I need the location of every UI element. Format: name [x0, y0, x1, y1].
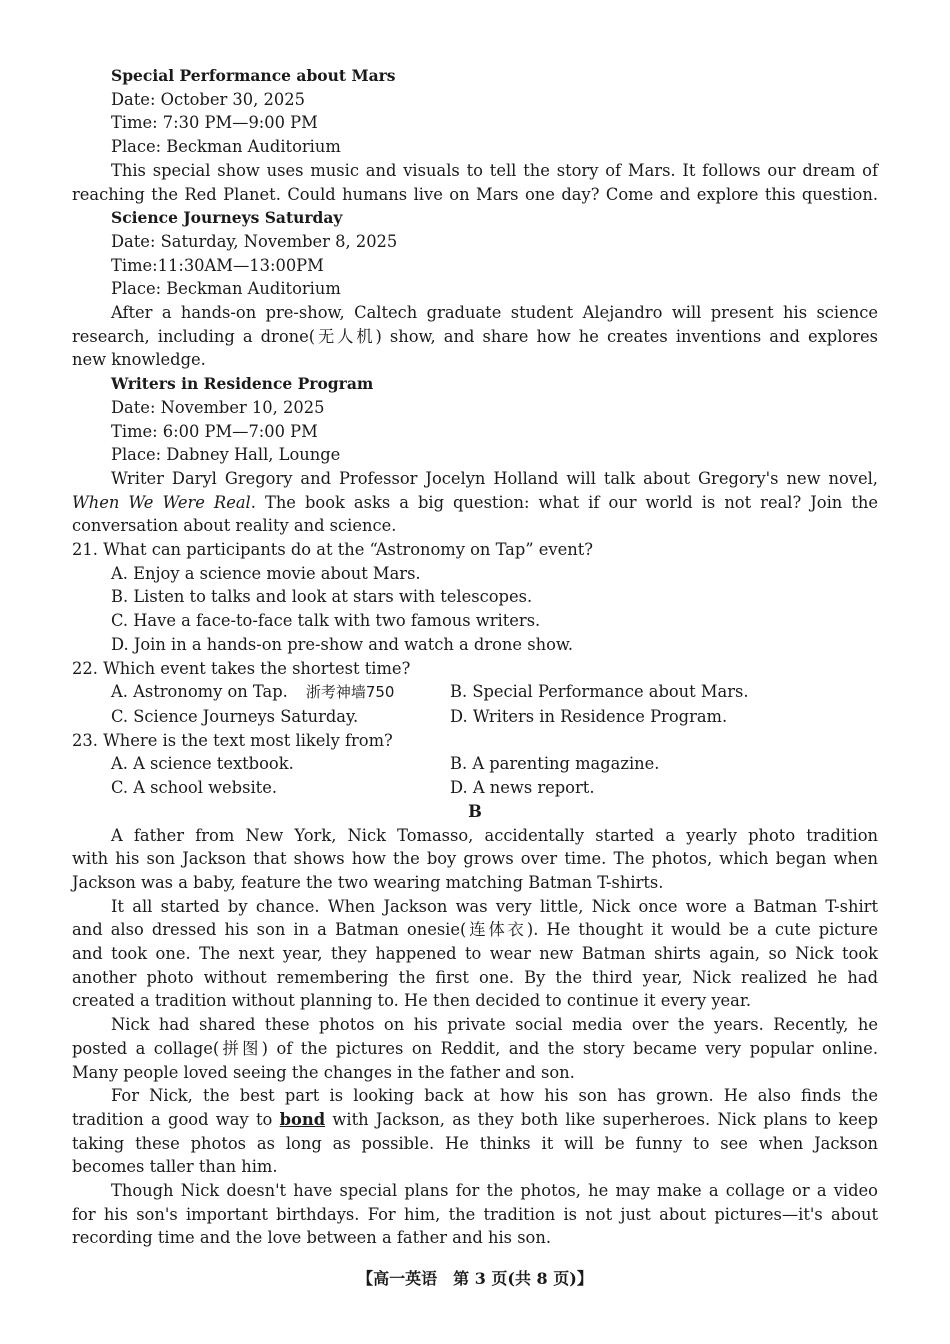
paragraph-line: another photo without remembering the first one. By the third year, Nick realized he had [72, 967, 878, 987]
book-title: When We Were Real [72, 492, 251, 512]
paragraph-line: Many people loved seeing the changes in the father and son. [72, 1062, 575, 1082]
answer-option: A. A science textbook. [111, 754, 294, 774]
question-stem: 23. Where is the text most likely from? [72, 730, 393, 750]
answer-option: C. Have a face-to-face talk with two famous writers. [111, 611, 541, 631]
event-place: Place: Beckman Auditorium [111, 279, 341, 299]
paragraph-line: Nick had shared these photos on his private social media over the years. Recently, he [111, 1015, 878, 1035]
event-description: new knowledge. [72, 350, 206, 370]
document-page [72, 64, 878, 1250]
underlined-word: bond [279, 1109, 326, 1129]
event-date: Date: October 30, 2025 [111, 89, 305, 109]
paragraph-line: created a tradition without planning to. He then decided to continue it every year. [72, 991, 752, 1011]
paragraph-line: for his son's important birthdays. For him, the tradition is not just about pictures—it's about [72, 1204, 878, 1224]
answer-option: D. Join in a hands-on pre-show and watch a drone show. [111, 634, 574, 654]
answer-option: C. Science Journeys Saturday. [111, 706, 359, 726]
question-stem: 21. What can participants do at the “Astronomy on Tap” event? [72, 540, 594, 560]
event-title: Special Performance about Mars [111, 66, 396, 85]
answer-option: B. Listen to talks and look at stars with telescopes. [111, 587, 533, 607]
paragraph-line: and also dressed his son in a Batman onesie(连体衣). He thought it would be a cute picture [72, 920, 878, 940]
event-description: Writer Daryl Gregory and Professor Jocelyn Holland will talk about Gregory's new novel, [111, 468, 878, 488]
paragraph-line: A father from New York, Nick Tomasso, accidentally started a yearly photo tradition [111, 825, 878, 845]
event-time: Time:11:30AM—13:00PM [111, 255, 324, 275]
event-description: This special show uses music and visuals to tell the story of Mars. It follows our dream of [111, 160, 878, 180]
event-title: Writers in Residence Program [111, 374, 374, 394]
paragraph-line: taking these photos as long as possible. He thinks it will be funny to see when Jackson [72, 1133, 878, 1153]
watermark: 浙考神墙750 [305, 683, 395, 702]
paragraph-line: It all started by chance. When Jackson was very little, Nick once wore a Batman T-shirt [111, 896, 878, 916]
paragraph-line: tradition a good way to bond with Jackson, as they both like superheroes. Nick plans to keep [72, 1109, 878, 1129]
paragraph-line: Jackson was a baby, feature the two wearing matching Batman T-shirts. [72, 872, 664, 892]
answer-option: C. A school website. [111, 778, 278, 798]
paragraph-line: and took one. The next year, they happened to wear new Batman shirts again, so Nick took [72, 944, 878, 964]
option-row [72, 752, 878, 776]
event-time: Time: 7:30 PM—9:00 PM [111, 113, 318, 133]
event-place: Place: Dabney Hall, Lounge [111, 445, 341, 465]
event-place: Place: Beckman Auditorium [111, 137, 341, 157]
answer-option: D. Writers in Residence Program. [450, 706, 728, 726]
event-description: reaching the Red Planet. Could humans live on Mars one day? Come and explore this question. [72, 184, 878, 204]
paragraph-line: For Nick, the best part is looking back at how his son has grown. He also finds the [111, 1086, 878, 1106]
event-description: research, including a drone(无人机) show, and share how he creates inventions and explores [72, 326, 878, 346]
answer-option: A. Enjoy a science movie about Mars. [111, 563, 421, 583]
option-row [72, 705, 878, 729]
section-heading: B [468, 801, 482, 821]
answer-option: D. A news report. [450, 778, 595, 798]
option-row [72, 776, 878, 800]
option-row [72, 680, 878, 705]
answer-option: B. A parenting magazine. [450, 754, 660, 774]
paragraph-line: becomes taller than him. [72, 1157, 278, 1177]
event-date: Date: Saturday, November 8, 2025 [111, 231, 398, 251]
event-description: After a hands-on pre-show, Caltech graduate student Alejandro will present his science [111, 303, 878, 323]
paragraph-line: recording time and the love between a father and his son. [72, 1228, 552, 1248]
event-date: Date: November 10, 2025 [111, 397, 325, 417]
event-time: Time: 6:00 PM—7:00 PM [111, 421, 318, 441]
paragraph-line: Though Nick doesn't have special plans for the photos, he may make a collage or a video [111, 1181, 878, 1201]
paragraph-line: posted a collage(拼图) of the pictures on Reddit, and the story became very popular online. [72, 1038, 878, 1058]
event-description: When We Were Real. The book asks a big question: what if our world is not real? Join the [72, 492, 878, 512]
answer-option: A. Astronomy on Tap. [111, 682, 288, 702]
question-stem: 22. Which event takes the shortest time? [72, 658, 411, 678]
paragraph-line: with his son Jackson that shows how the boy grows over time. The photos, which began when [72, 849, 878, 869]
event-title: Science Journeys Saturday [111, 208, 343, 228]
answer-option: B. Special Performance about Mars. [450, 682, 749, 702]
page-footer: 【高一英语 第 3 页(共 8 页)】 [357, 1269, 593, 1288]
event-description: conversation about reality and science. [72, 516, 397, 536]
